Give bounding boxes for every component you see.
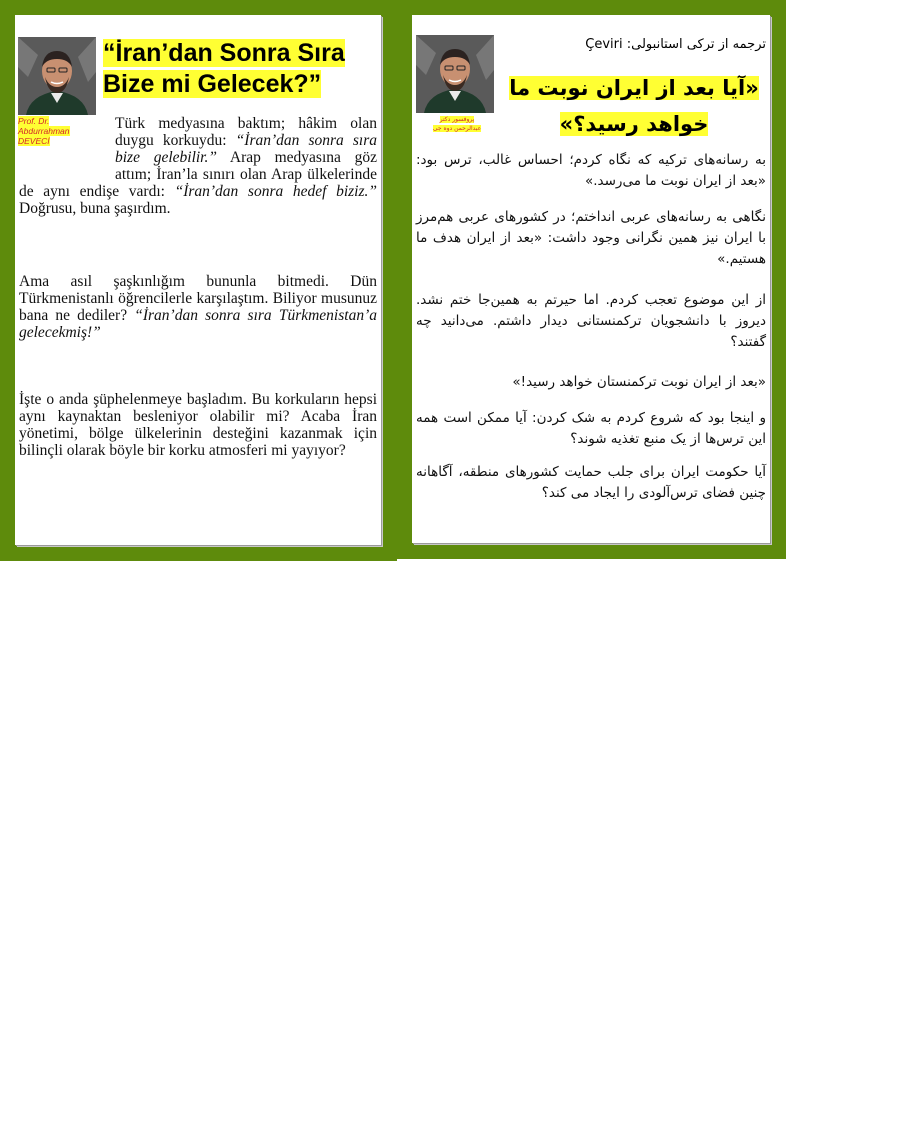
author-portrait-icon	[416, 35, 494, 113]
left-page	[15, 15, 381, 545]
author-portrait-icon	[18, 37, 96, 115]
paragraph-1: به رسانه‌های ترکیه که نگاه کردم؛ احساس غالب، ترس بود: «بعد از ایران نوبت ما می‌رسد.»	[416, 152, 766, 189]
paragraph-3: İşte o anda şüphelenmeye başladım. Bu korkuların hepsi aynı kaynaktan besleniyor olabilir mi? Acaba İran yönetimi, bölge ülkelerinin desteğini kazanmak için bilinçli olarak böyle bir korku atmosferi mi yayıyor?	[19, 391, 377, 459]
translation-label: ترجمه از ترکی استانبولی: Çeviri	[585, 37, 766, 52]
paragraph-6: آیا حکومت ایران برای جلب حمایت کشورهای منطقه، آگاهانه چنین فضای ترس‌آلودی را ایجاد می کند؟	[416, 464, 766, 501]
paragraph-5: و اینجا بود که شروع کردم به شک کردن: آیا ممکن است همه این ترس‌ها از یک منبع تغذیه شوند؟	[416, 410, 766, 447]
author-line-2: Abdurrahman	[18, 126, 70, 136]
article-title: «آیا بعد از ایران نوبت ما خواهد رسید؟»	[509, 76, 759, 136]
author-line-1: Prof. Dr.	[18, 116, 50, 126]
paragraph-4: «بعد از ایران نوبت ترکمنستان خواهد رسید!»	[512, 374, 766, 390]
author-line-3: DEVECİ	[18, 136, 50, 146]
author-photo	[416, 35, 494, 113]
article-title: “İran’dan Sonra Sıra Bize mi Gelecek?”	[103, 39, 345, 98]
paragraph-2: Ama asıl şaşkınlığım bununla bitmedi. Dün Türkmenistanlı öğrencilerle karşılaştım. Biliyor musunuz bana ne dediler? “İran’dan sonra sıra Türkmenistan’a gelecekmiş!”	[19, 273, 377, 341]
paragraph-1: Türk medyasına baktım; hâkim olan duygu korkuydu: “İran’dan sonra sıra bize gelebilir.” Arap medyasına göz attım; İran’la sınırı olan Arap ülkelerinde de aynı endişe vardı: “İran’dan sonra hedef biziz.” Doğrusu, buna şaşırdım.	[19, 115, 377, 217]
author-photo	[18, 37, 96, 115]
right-page	[412, 15, 770, 543]
photo-spacer	[19, 115, 115, 181]
author-line-1: پروفسور دکتر	[439, 116, 475, 123]
author-name	[416, 115, 498, 133]
author-line-2: عبدالرحمن دوه جی	[432, 125, 482, 132]
paragraph-2: نگاهی به رسانه‌های عربی انداختم؛ در کشورهای عربی هم‌مرز با ایران نیز همین نگرانی وجود داشت: «بعد از ایران هدف ما هستیم.»	[416, 209, 766, 267]
paragraph-3: از این موضوع تعجب کردم. اما حیرتم به همین‌جا ختم نشد. دیروز با دانشجویان ترکمنستانی دیدار داشتم. می‌دانید چه گفتند؟	[416, 292, 766, 350]
